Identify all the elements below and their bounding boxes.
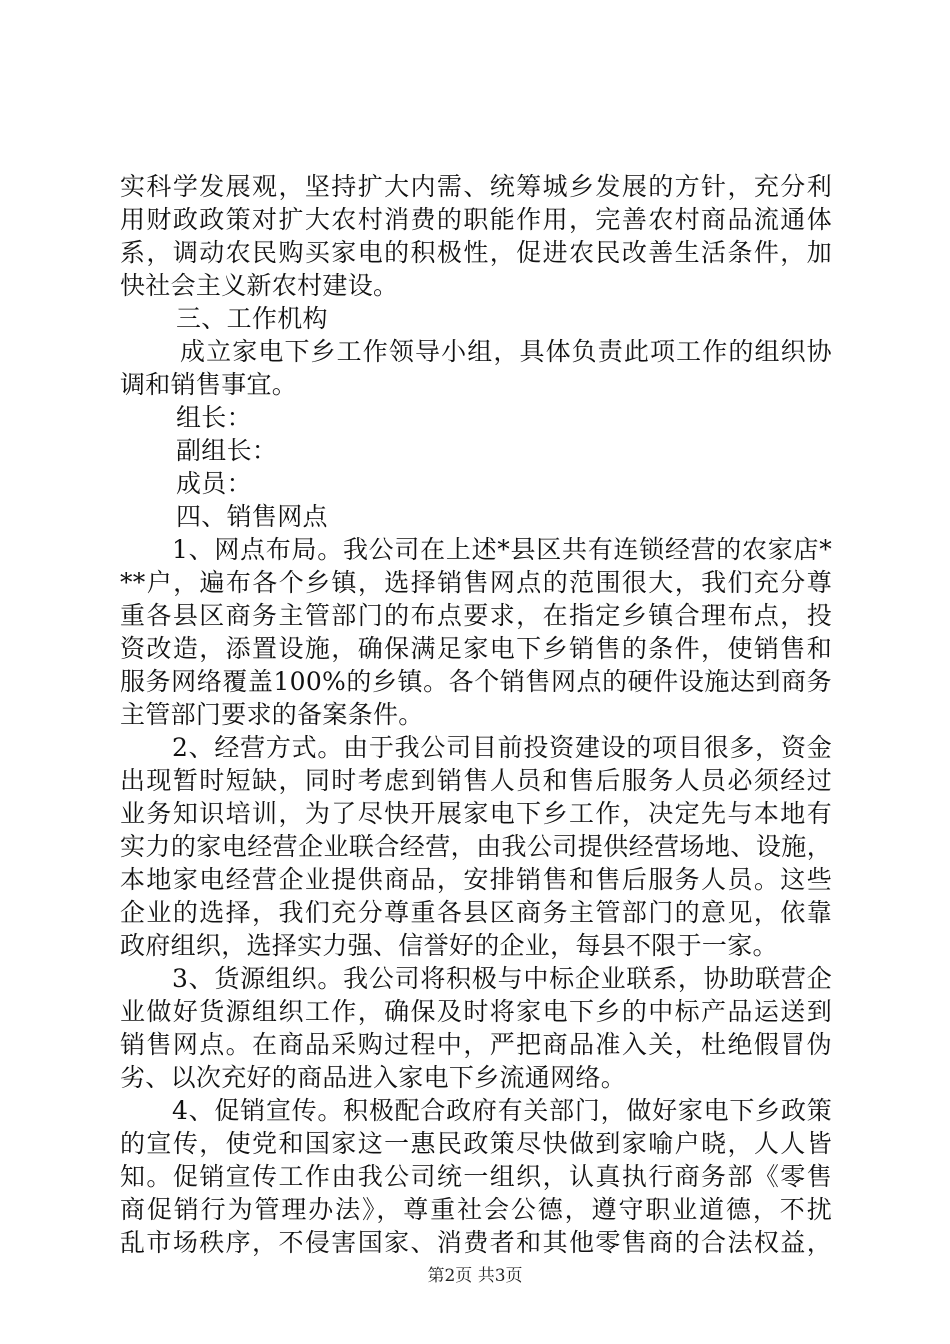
field-label-deputy-leader: 副组长： — [176, 436, 278, 465]
body-line: 政府组织，选择实力强、信誉好的企业，每县不限于一家。 — [120, 931, 778, 960]
body-line: 服务网络覆盖100%的乡镇。各个销售网点的硬件设施达到商务 — [120, 667, 832, 696]
body-line: 实力的家电经营企业联合经营，由我公司提供经营场地、设施， — [120, 832, 832, 861]
body-line: 商促销行为管理办法》，尊重社会公德，遵守职业道德，不扰 — [120, 1195, 832, 1224]
body-line: 4、促销宣传。积极配合政府有关部门，做好家电下乡政策 — [172, 1096, 832, 1125]
field-label-members: 成员： — [176, 469, 252, 498]
page-number-footer: 第2页 共3页 — [427, 1266, 523, 1286]
body-line: 业做好货源组织工作，确保及时将家电下乡的中标产品运送到 — [120, 997, 832, 1026]
body-line: 2、经营方式。由于我公司目前投资建设的项目很多，资金 — [172, 733, 832, 762]
body-line: 企业的选择，我们充分尊重各县区商务主管部门的意见，依靠 — [120, 898, 832, 927]
body-line: 3、货源组织。我公司将积极与中标企业联系，协助联营企 — [172, 964, 832, 993]
body-line: 实科学发展观，坚持扩大内需、统筹城乡发展的方针，充分利 — [120, 172, 832, 201]
body-line: 乱市场秩序，不侵害国家、消费者和其他零售商的合法权益， — [120, 1228, 832, 1257]
body-line: 本地家电经营企业提供商品，安排销售和售后服务人员。这些 — [120, 865, 832, 894]
body-line: 知。促销宣传工作由我公司统一组织，认真执行商务部《零售 — [120, 1162, 832, 1191]
body-line: 成立家电下乡工作领导小组，具体负责此项工作的组织协 — [180, 337, 832, 366]
body-line: 重各县区商务主管部门的布点要求，在指定乡镇合理布点，投 — [120, 601, 832, 630]
body-line: 用财政政策对扩大农村消费的职能作用，完善农村商品流通体 — [120, 205, 832, 234]
body-line: 业务知识培训，为了尽快开展家电下乡工作，决定先与本地有 — [120, 799, 832, 828]
document-body — [120, 170, 832, 1259]
body-line: 资改造，添置设施，确保满足家电下乡销售的条件，使销售和 — [120, 634, 832, 663]
body-line: **户，遍布各个乡镇，选择销售网点的范围很大，我们充分尊 — [120, 568, 832, 597]
section-heading: 四、销售网点 — [176, 502, 328, 531]
body-line: 销售网点。在商品采购过程中，严把商品准入关，杜绝假冒伪 — [120, 1030, 832, 1059]
body-line: 劣、以次充好的商品进入家电下乡流通网络。 — [120, 1063, 627, 1092]
body-line: 调和销售事宜。 — [120, 370, 298, 399]
body-line: 出现暂时短缺，同时考虑到销售人员和售后服务人员必须经过 — [120, 766, 832, 795]
section-heading: 三、工作机构 — [176, 304, 328, 333]
body-line: 的宣传，使党和国家这一惠民政策尽快做到家喻户晓，人人皆 — [120, 1129, 832, 1158]
body-line: 主管部门要求的备案条件。 — [120, 700, 424, 729]
field-label-leader: 组长： — [176, 403, 252, 432]
body-line: 1、网点布局。我公司在上述*县区共有连锁经营的农家店* — [172, 535, 832, 564]
body-line: 系，调动农民购买家电的积极性，促进农民改善生活条件，加 — [120, 238, 832, 267]
body-line: 快社会主义新农村建设。 — [120, 271, 399, 300]
